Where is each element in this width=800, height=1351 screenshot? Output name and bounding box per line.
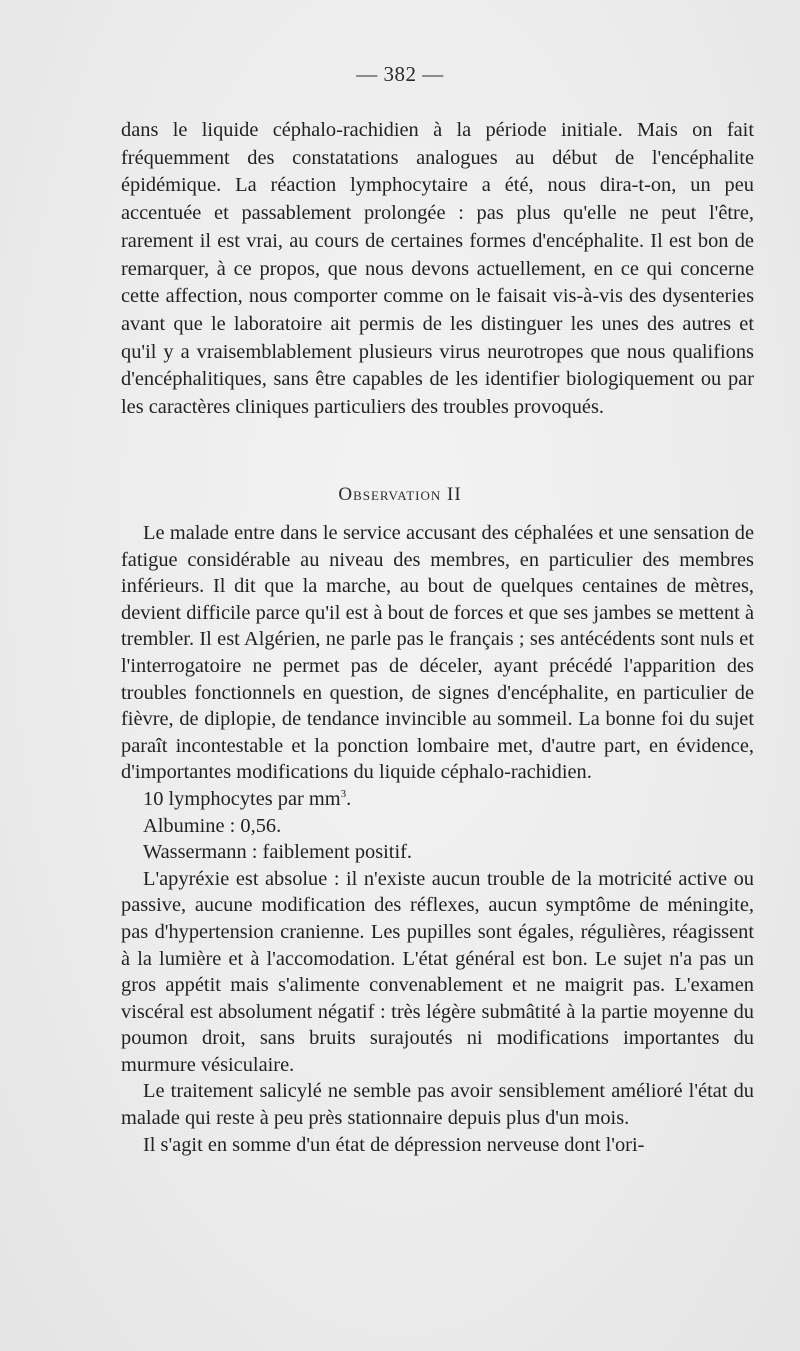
lab-result-wassermann: Wassermann : faiblement positif. xyxy=(143,841,413,864)
paragraph: Il s'agit en somme d'un état de dépression nerveuse dont l'ori- xyxy=(143,1133,645,1156)
superscript: 3 xyxy=(340,788,347,801)
body-text-top xyxy=(121,117,754,422)
lab-result-lymphocytes-suffix: . xyxy=(346,787,352,810)
lab-result-albumine: Albumine : 0,56. xyxy=(143,814,282,837)
page-number: — 382 — xyxy=(356,62,444,86)
paragraph: Le malade entre dans le service accusant des céphalées et une sensation de fatigue considérable au niveau des membres, en particulier des membres inférieurs. Il dit que la marche, au bout de quelques centaines de mètres, devient difficile parce qu'il est à bout de forces et que ses jambes se mettent à trembler. Il est Algérien, ne parle pas le français ; ses antécédents sont nuls et l'interrogatoire ne permet pas de déceler, ayant précédé l'apparition des troubles fonctionnels en question, de signes d'encéphalite, en particulier de fièvre, de diplopie, de tendance invincible au sommeil. La bonne foi du sujet paraît incontestable et la ponction lombaire met, d'autre part, en évidence, d'importantes modifications du liquide céphalo-rachidien. xyxy=(121,522,754,784)
section-heading: Observation II xyxy=(338,484,462,505)
paragraph: dans le liquide céphalo-rachidien à la période initiale. Mais on fait fréquemment des constatations analogues au début de l'encéphalite épidémique. La réaction lymphocytaire a été, nous dira-t-on, un peu accentuée et passablement prolongée : pas plus qu'elle ne peut l'être, rarement il est vrai, au cours de certaines formes d'encéphalite. Il est bon de remarquer, à ce propos, que nous devons actuellement, en ce qui concerne cette affection, nous comporter comme on le faisait vis-à-vis des dysenteries avant que le laboratoire ait permis de les distinguer les unes des autres et qu'il y a vraisemblablement plusieurs virus neurotropes que nous qualifions d'encéphalitiques, sans être capables de les identifier biologiquement ou par les caractères cliniques particuliers des troubles provoqués. xyxy=(121,119,754,419)
observation-text xyxy=(121,520,754,1158)
lab-result-lymphocytes-text: 10 lymphocytes par mm xyxy=(143,787,341,810)
paragraph: Le traitement salicylé ne semble pas avoir sensiblement amélioré l'état du malade qui reste à peu près stationnaire depuis plus d'un mois. xyxy=(121,1080,754,1130)
paragraph: L'apyréxie est absolue : il n'existe aucun trouble de la motricité active ou passive, aucune modification des réflexes, aucun symptôme de méningite, pas d'hypertension cranienne. Les pupilles sont égales, régulières, réagissent à la lumière et à l'accomodation. L'état général est bon. Le sujet n'a pas un gros appétit mais s'alimente convenablement et ne maigrit pas. L'examen viscéral est absolument négatif : très légère submâtité à la partie moyenne du poumon droit, sans bruits surajoutés ni modifications importantes du murmure vésiculaire. xyxy=(121,867,754,1076)
lab-result-lymphocytes xyxy=(121,786,754,813)
